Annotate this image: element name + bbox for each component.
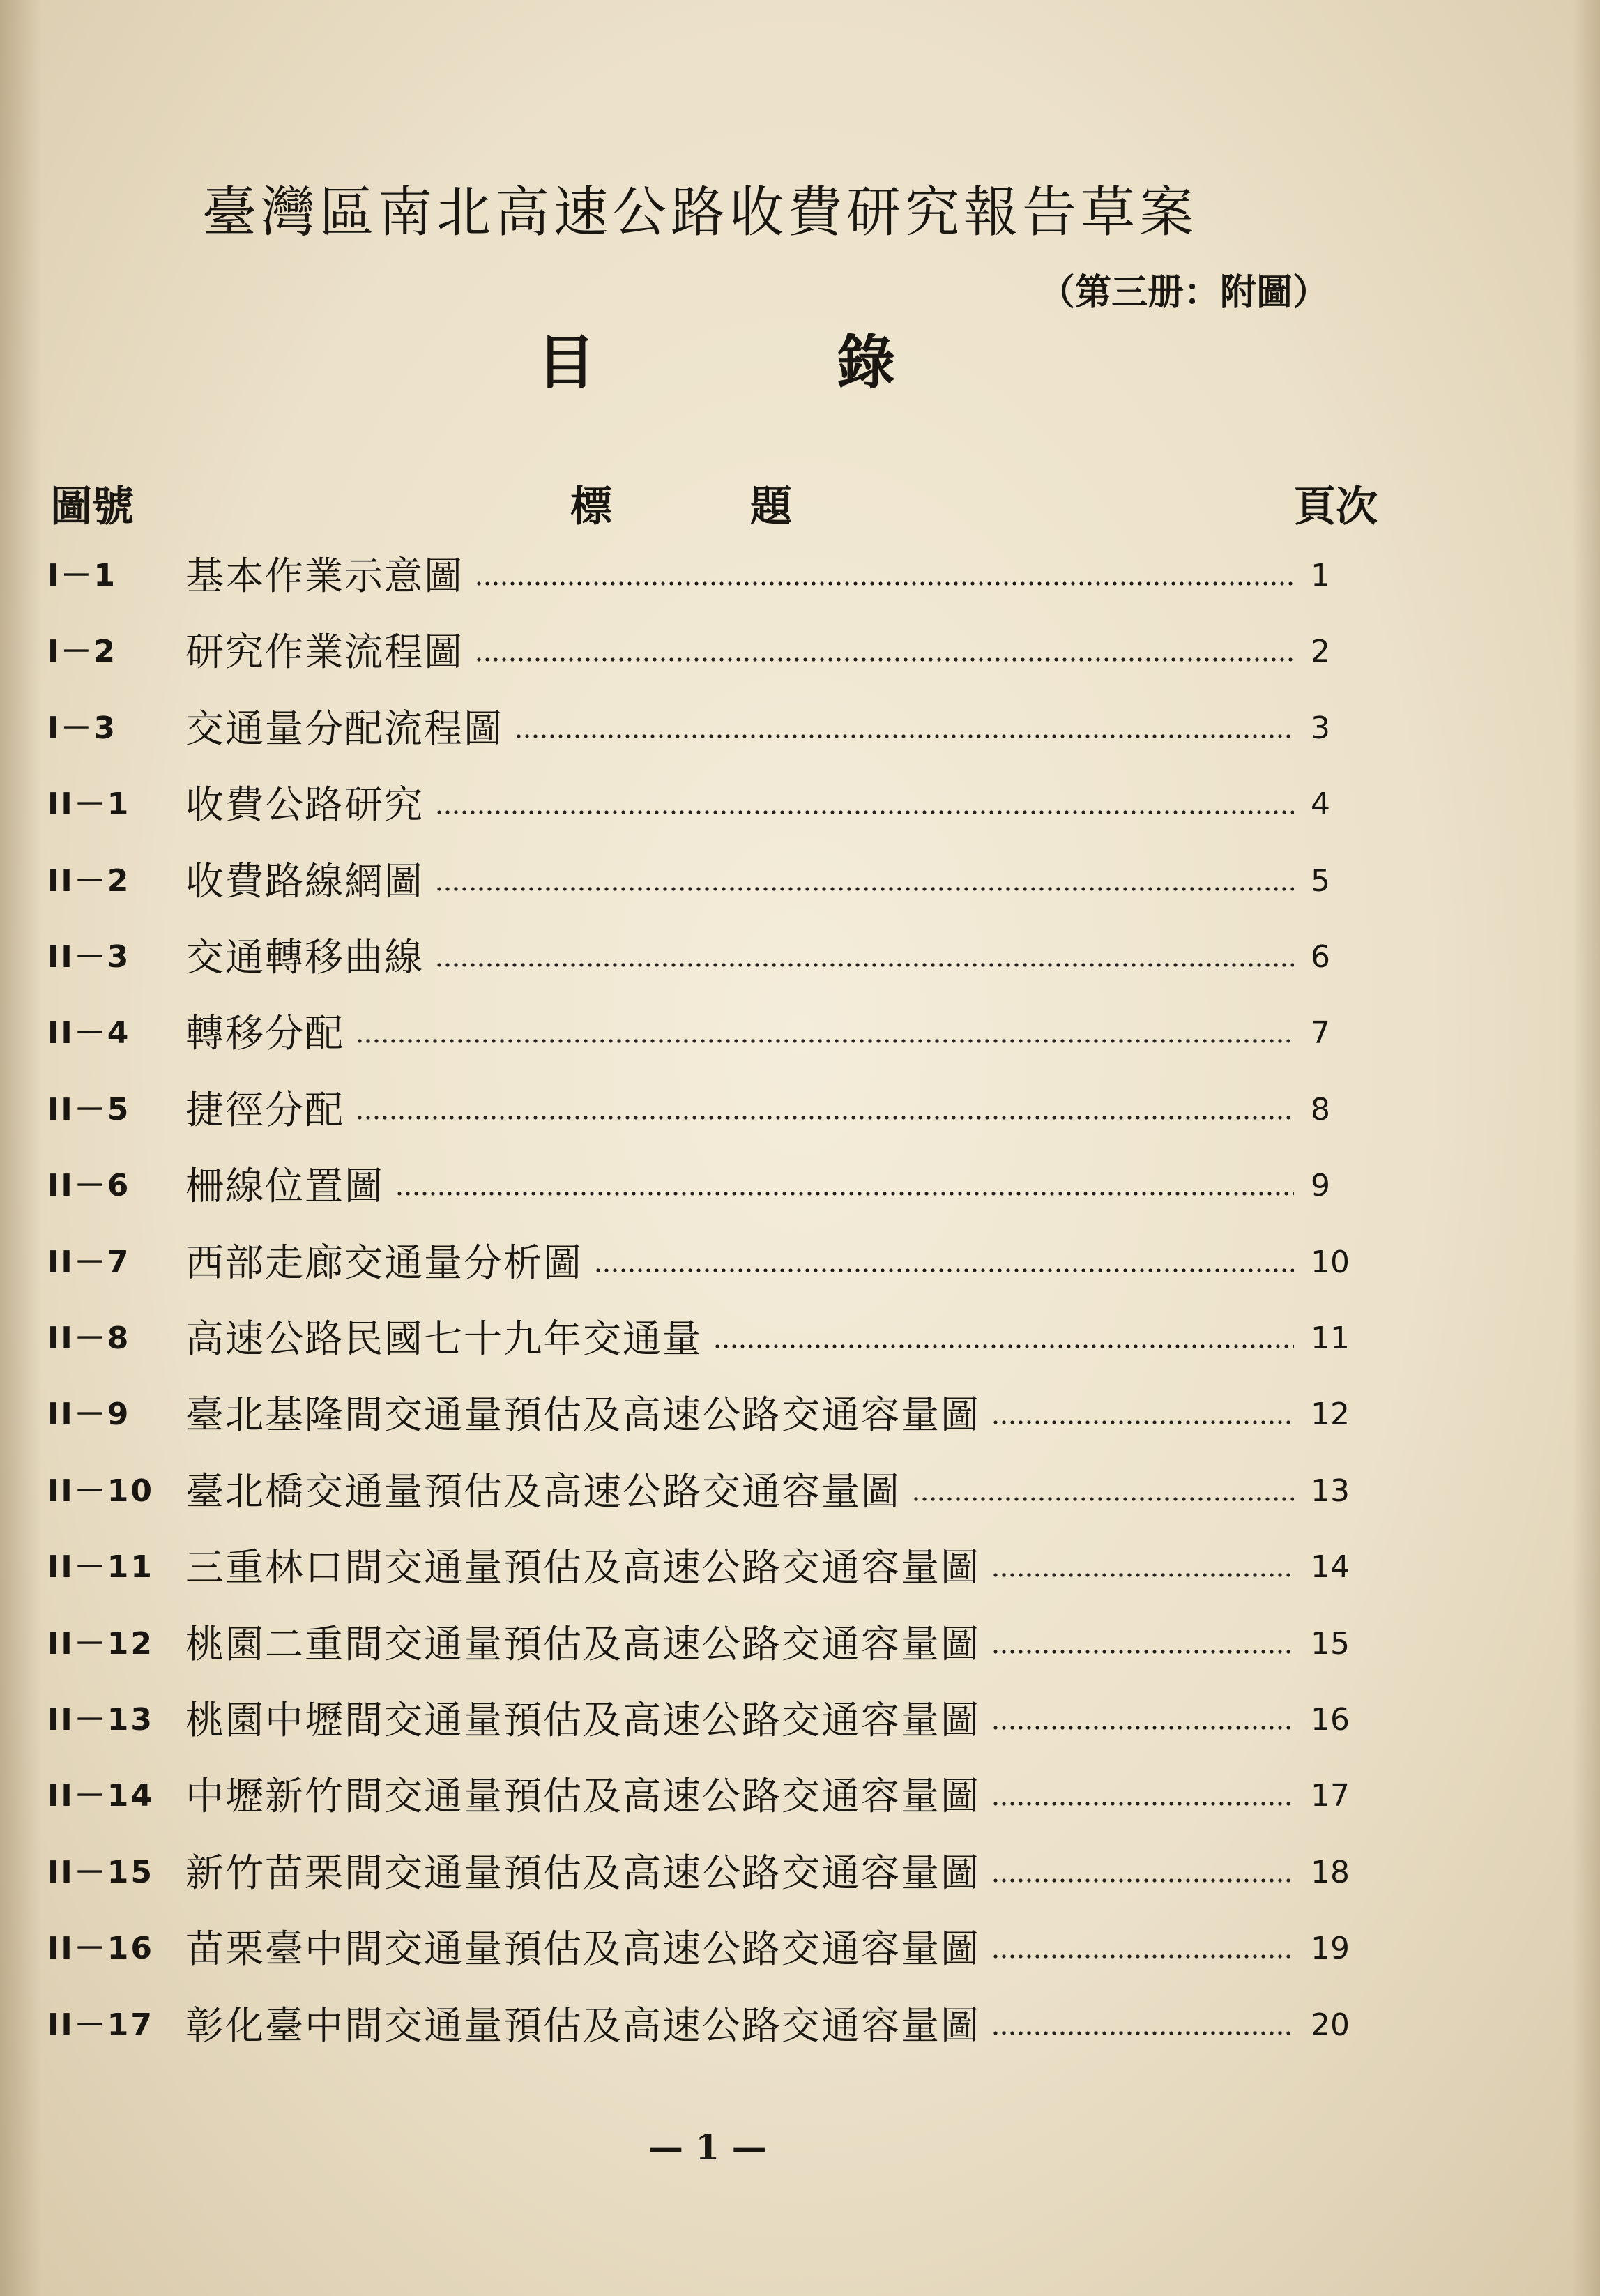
entry-title-line bbox=[185, 849, 1294, 913]
figure-title: 臺北橋交通量預估及高速公路交通容量圖 bbox=[185, 1469, 901, 1514]
page-ref: 16 bbox=[1311, 1702, 1350, 1738]
figure-title: 臺北基隆間交通量預估及高速公路交通容量圖 bbox=[185, 1392, 981, 1437]
figure-title: 中壢新竹間交通量預估及高速公路交通容量圖 bbox=[185, 1774, 981, 1818]
entry-title-line bbox=[185, 1307, 1294, 1371]
entry-title-line bbox=[185, 1154, 1294, 1218]
toc-entry bbox=[0, 1154, 1600, 1218]
toc-entry bbox=[0, 1001, 1600, 1065]
figure-number: II－7 bbox=[47, 1245, 131, 1280]
figure-title: 基本作業示意圖 bbox=[185, 554, 464, 598]
figure-number: I－2 bbox=[47, 634, 117, 669]
toc-entry bbox=[0, 1764, 1600, 1828]
figure-title: 捷徑分配 bbox=[185, 1088, 345, 1132]
figure-number: II－13 bbox=[47, 1702, 154, 1738]
page-ref: 10 bbox=[1311, 1245, 1350, 1280]
figure-title: 三重林口間交通量預估及高速公路交通容量圖 bbox=[185, 1545, 981, 1590]
figure-number: II－2 bbox=[47, 863, 131, 899]
column-header-number: 圖號 bbox=[50, 482, 134, 531]
figure-title: 苗栗臺中間交通量預估及高速公路交通容量圖 bbox=[185, 1926, 981, 1971]
figure-number: II－4 bbox=[47, 1015, 131, 1051]
column-header-page: 頁次 bbox=[1294, 482, 1378, 531]
entry-title-line bbox=[185, 544, 1294, 608]
figure-title: 研究作業流程圖 bbox=[185, 630, 464, 674]
figure-number: II－17 bbox=[47, 2007, 154, 2043]
dot-leader bbox=[515, 734, 1294, 738]
toc-entry bbox=[0, 1917, 1600, 1981]
figure-title: 交通轉移曲線 bbox=[185, 935, 425, 980]
toc-heading-char-1: 目 bbox=[537, 328, 596, 397]
figure-title: 高速公路民國七十九年交通量 bbox=[185, 1316, 703, 1361]
toc-entry bbox=[0, 1993, 1600, 2058]
figure-number: II－12 bbox=[47, 1626, 154, 1662]
dot-leader bbox=[991, 1650, 1294, 1654]
figure-title: 柵線位置圖 bbox=[185, 1164, 385, 1208]
entry-title-line bbox=[185, 773, 1294, 837]
toc-entry bbox=[0, 1307, 1600, 1371]
dot-leader bbox=[475, 581, 1294, 586]
figure-number: II－6 bbox=[47, 1168, 131, 1203]
page-ref: 1 bbox=[1311, 558, 1330, 593]
figure-number: II－14 bbox=[47, 1778, 154, 1814]
dot-leader bbox=[991, 1878, 1294, 1883]
toc-entry bbox=[0, 1231, 1600, 1295]
entry-title-line bbox=[185, 1917, 1294, 1981]
figure-number: II－11 bbox=[47, 1549, 154, 1585]
figure-number: I－1 bbox=[47, 558, 117, 593]
dot-leader bbox=[912, 1497, 1294, 1501]
toc-entry bbox=[0, 544, 1600, 608]
figure-number: II－5 bbox=[47, 1092, 131, 1127]
page-ref: 7 bbox=[1311, 1015, 1330, 1051]
toc-heading-char-2: 錄 bbox=[837, 328, 896, 397]
dot-leader bbox=[435, 810, 1294, 814]
figure-number: II－10 bbox=[47, 1473, 154, 1509]
document-title: 臺灣區南北高速公路收費研究報告草案 bbox=[202, 181, 1198, 244]
figure-number: II－1 bbox=[47, 786, 131, 822]
toc-entry bbox=[0, 925, 1600, 989]
entry-title-line bbox=[185, 1535, 1294, 1599]
entry-title-line bbox=[185, 1001, 1294, 1065]
figure-title: 轉移分配 bbox=[185, 1011, 345, 1056]
toc-entry bbox=[0, 1535, 1600, 1599]
dot-leader bbox=[594, 1268, 1294, 1272]
dot-leader bbox=[435, 887, 1294, 891]
toc-entry bbox=[0, 1841, 1600, 1905]
entry-title-line bbox=[185, 1459, 1294, 1523]
toc-entry bbox=[0, 697, 1600, 761]
figure-number: II－16 bbox=[47, 1931, 154, 1966]
dot-leader bbox=[991, 2031, 1294, 2035]
page-ref: 13 bbox=[1311, 1473, 1350, 1509]
toc-entry bbox=[0, 1078, 1600, 1142]
dot-leader bbox=[991, 1802, 1294, 1806]
page-ref: 17 bbox=[1311, 1778, 1350, 1814]
figure-title: 交通量分配流程圖 bbox=[185, 706, 504, 751]
entry-title-line bbox=[185, 697, 1294, 761]
figure-title: 收費公路研究 bbox=[185, 782, 425, 827]
figure-number: II－9 bbox=[47, 1397, 131, 1432]
entry-title-line bbox=[185, 1231, 1294, 1295]
dot-leader bbox=[991, 1954, 1294, 1959]
page-ref: 11 bbox=[1311, 1321, 1350, 1356]
page-ref: 9 bbox=[1311, 1168, 1330, 1203]
figure-number: II－3 bbox=[47, 939, 131, 975]
figure-title: 收費路線網圖 bbox=[185, 859, 425, 904]
toc-entry bbox=[0, 773, 1600, 837]
figure-title: 彰化臺中間交通量預估及高速公路交通容量圖 bbox=[185, 2003, 981, 2048]
page-ref: 19 bbox=[1311, 1931, 1350, 1966]
page-ref: 5 bbox=[1311, 863, 1330, 899]
page-ref: 20 bbox=[1311, 2007, 1350, 2043]
page-number: — 1 — bbox=[648, 2127, 767, 2168]
toc-entry bbox=[0, 620, 1600, 684]
figure-title: 桃園二重間交通量預估及高速公路交通容量圖 bbox=[185, 1622, 981, 1666]
volume-note: （第三册：附圖） bbox=[1039, 271, 1329, 314]
column-header-title-char-1: 標 bbox=[570, 482, 612, 531]
page-ref: 8 bbox=[1311, 1092, 1330, 1127]
figure-title: 西部走廊交通量分析圖 bbox=[185, 1240, 584, 1285]
page-ref: 12 bbox=[1311, 1397, 1350, 1432]
toc-entry bbox=[0, 1459, 1600, 1523]
entry-title-line bbox=[185, 1841, 1294, 1905]
dot-leader bbox=[991, 1573, 1294, 1577]
dot-leader bbox=[356, 1039, 1294, 1043]
figure-number: II－8 bbox=[47, 1321, 131, 1356]
page-ref: 18 bbox=[1311, 1855, 1350, 1890]
page-ref: 15 bbox=[1311, 1626, 1350, 1662]
toc-entry bbox=[0, 1383, 1600, 1447]
dot-leader bbox=[475, 657, 1294, 662]
page-ref: 6 bbox=[1311, 939, 1330, 975]
dot-leader bbox=[991, 1726, 1294, 1730]
toc-entry bbox=[0, 849, 1600, 913]
dot-leader bbox=[435, 963, 1294, 967]
column-header-title-char-2: 題 bbox=[750, 482, 792, 531]
figure-number: I－3 bbox=[47, 710, 117, 746]
dot-leader bbox=[395, 1192, 1294, 1196]
dot-leader bbox=[713, 1344, 1294, 1348]
figure-title: 新竹苗栗間交通量預估及高速公路交通容量圖 bbox=[185, 1850, 981, 1895]
page-ref: 4 bbox=[1311, 786, 1330, 822]
page-ref: 3 bbox=[1311, 710, 1330, 746]
entry-title-line bbox=[185, 1078, 1294, 1142]
figure-title: 桃園中壢間交通量預估及高速公路交通容量圖 bbox=[185, 1698, 981, 1742]
toc-heading bbox=[537, 328, 955, 397]
toc-entry bbox=[0, 1612, 1600, 1676]
page-ref: 14 bbox=[1311, 1549, 1350, 1585]
entry-title-line bbox=[185, 1612, 1294, 1676]
page-ref: 2 bbox=[1311, 634, 1330, 669]
figure-number: II－15 bbox=[47, 1855, 154, 1890]
dot-leader bbox=[356, 1116, 1294, 1120]
entry-title-line bbox=[185, 1993, 1294, 2058]
toc-entry bbox=[0, 1688, 1600, 1752]
entry-title-line bbox=[185, 1383, 1294, 1447]
entry-title-line bbox=[185, 1764, 1294, 1828]
entry-title-line bbox=[185, 1688, 1294, 1752]
entry-title-line bbox=[185, 620, 1294, 684]
entry-title-line bbox=[185, 925, 1294, 989]
dot-leader bbox=[991, 1420, 1294, 1424]
